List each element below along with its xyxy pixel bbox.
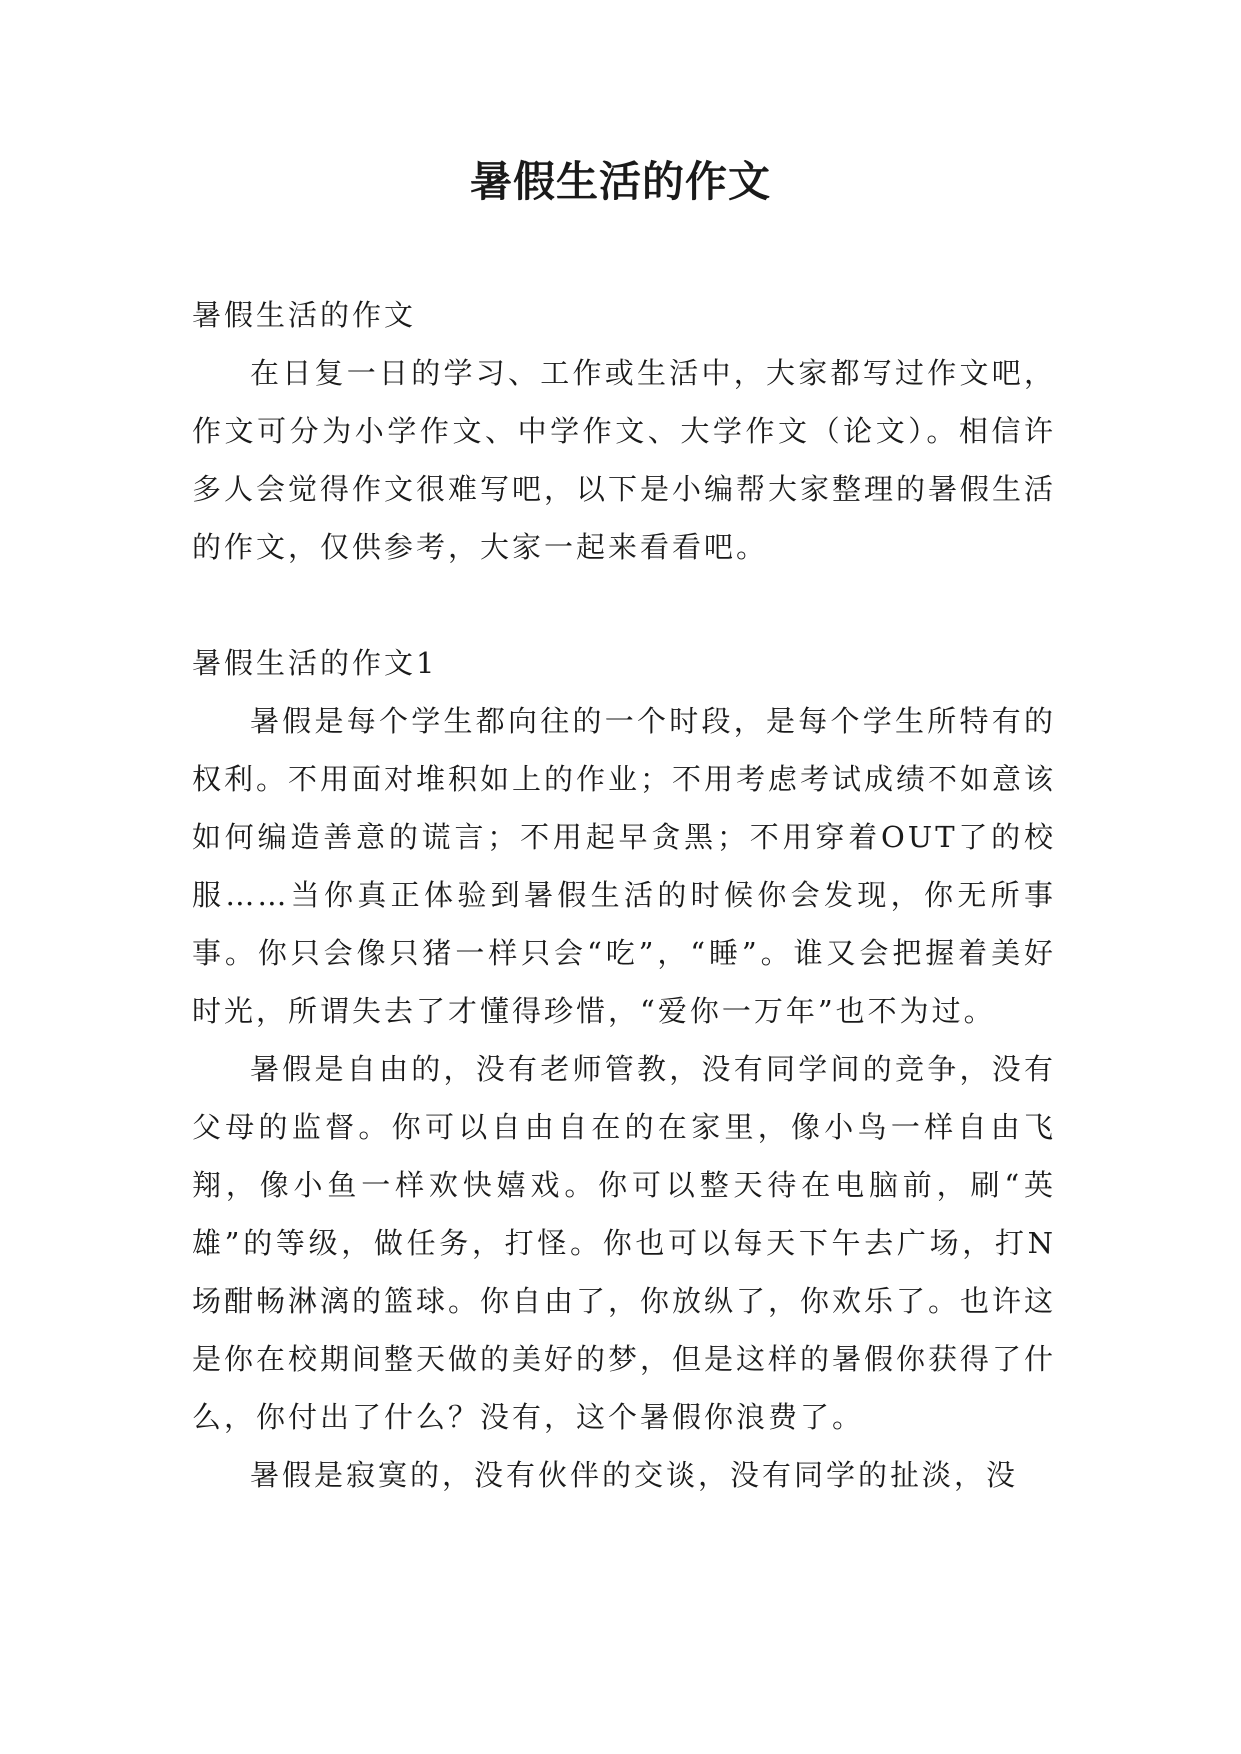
essay-1-paragraph: 暑假是每个学生都向往的一个时段，是每个学生所特有的权利。不用面对堆积如上的作业；不用考虑考试成绩不如意该如何编造善意的谎言；不用起早贪黑；不用穿着OUT了的校服……当你真正体验到暑假生活的时候你会发现，你无所事事。你只会像只猪一样只会“吃”，“睡”。谁又会把握着美好时光，所谓失去了才懂得珍惜，“爱你一万年”也不为过。 [192, 704, 1057, 1028]
section-spacer [192, 576, 1056, 634]
intro-paragraph: 在日复一日的学习、工作或生活中，大家都写过作文吧，作文可分为小学作文、中学作文、大学作文（论文）。相信许多人会觉得作文很难写吧，以下是小编帮大家整理的暑假生活的作文，仅供参考，大家一起来看看吧。 [192, 356, 1057, 564]
essay-1-paragraph: 暑假是寂寞的，没有伙伴的交谈，没有同学的扯淡，没 [250, 1458, 1019, 1492]
essay-1-paragraph: 暑假是自由的，没有老师管教，没有同学间的竞争，没有父母的监督。你可以自由自在的在家里，像小鸟一样自由飞翔，像小鱼一样欢快嬉戏。你可以整天待在电脑前，刷“英雄”的等级，做任务，打怪。你也可以每天下午去广场，打N场酣畅淋漓的篮球。你自由了，你放纵了，你欢乐了。也许这是你在校期间整天做的美好的梦，但是这样的暑假你获得了什么，你付出了什么？没有，这个暑假你浪费了。 [192, 1052, 1057, 1434]
intro-heading: 暑假生活的作文 [192, 298, 417, 332]
essay-1-heading: 暑假生活的作文1 [192, 646, 438, 680]
document-body [192, 286, 1056, 1504]
document-title: 暑假生活的作文 [469, 157, 771, 206]
